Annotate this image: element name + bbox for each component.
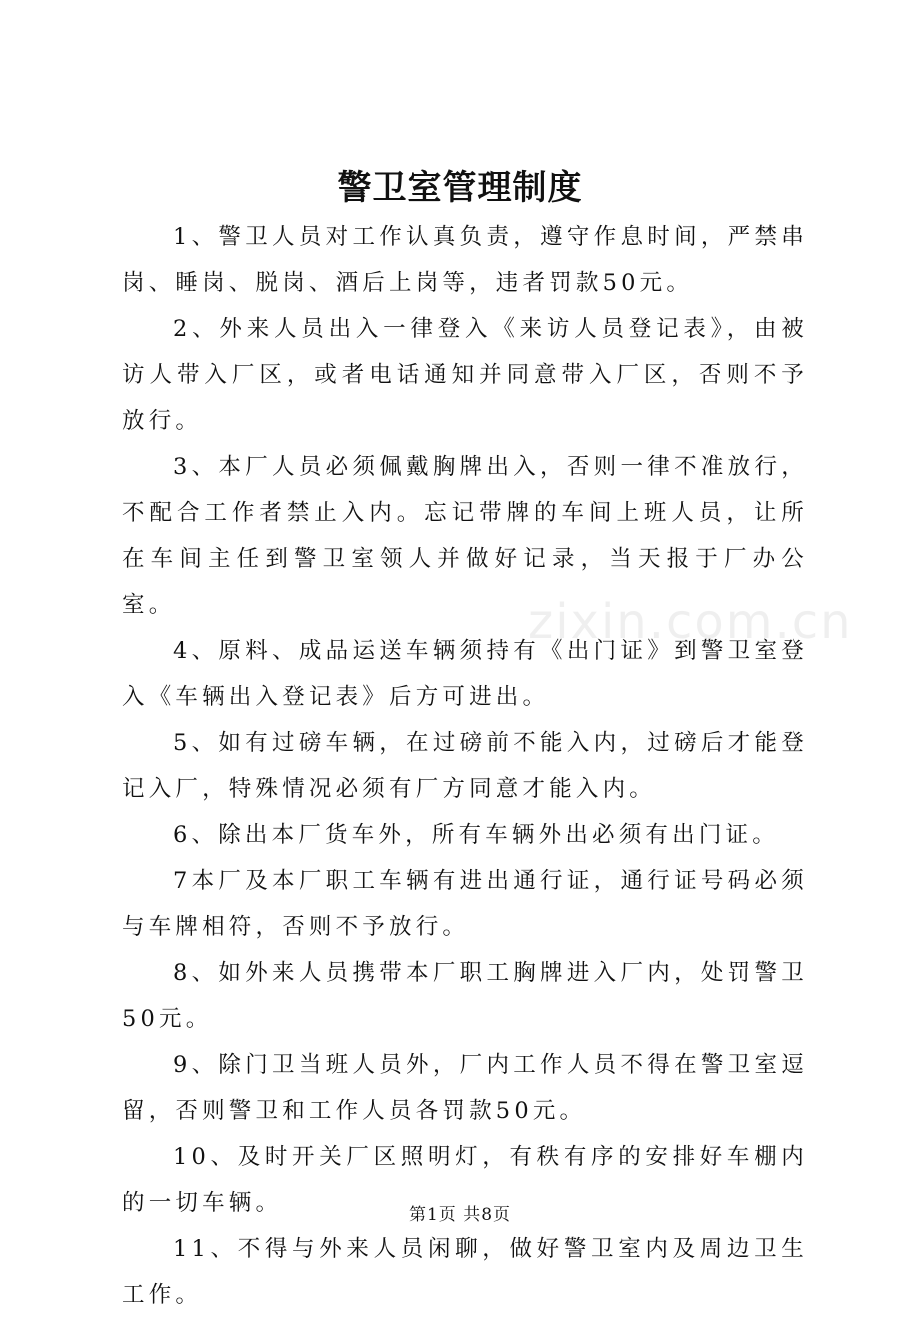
paragraph-11: 11、不得与外来人员闲聊，做好警卫室内及周边卫生工作。	[122, 1236, 808, 1308]
paragraph-4: 4、原料、成品运送车辆须持有《出门证》到警卫室登入《车辆出入登记表》后方可进出。	[122, 638, 808, 710]
paragraph-2: 2、外来人员出入一律登入《来访人员登记表》，由被访人带入厂区，或者电话通知并同意带入厂区，否则不予放行。	[122, 316, 808, 434]
paragraph-9: 9、除门卫当班人员外，厂内工作人员不得在警卫室逗留，否则警卫和工作人员各罚款50元。	[122, 1052, 808, 1124]
paragraph-10: 10、及时开关厂区照明灯，有秩有序的安排好车棚内的一切车辆。	[122, 1144, 808, 1216]
paragraph-8: 8、如外来人员携带本厂职工胸牌进入厂内，处罚警卫50元。	[122, 960, 808, 1032]
paragraph-1: 1、警卫人员对工作认真负责，遵守作息时间，严禁串岗、睡岗、脱岗、酒后上岗等，违者罚款50元。	[122, 224, 808, 296]
paragraph-5: 5、如有过磅车辆，在过磅前不能入内，过磅后才能登记入厂，特殊情况必须有厂方同意才能入内。	[122, 730, 808, 802]
page-number-footer: 第1页 共8页	[408, 1205, 512, 1225]
paragraph-3: 3、本厂人员必须佩戴胸牌出入，否则一律不准放行，不配合工作者禁止入内。忘记带牌的车间上班人员，让所在车间主任到警卫室领人并做好记录，当天报于厂办公室。	[122, 454, 808, 618]
paragraph-7: 7本厂及本厂职工车辆有进出通行证，通行证号码必须与车牌相符，否则不予放行。	[122, 868, 808, 940]
document-title: 警卫室管理制度	[337, 168, 583, 208]
document-body	[122, 214, 808, 1318]
site-watermark: zixin.com.cn	[528, 594, 853, 650]
paragraph-6: 6、除出本厂货车外，所有车辆外出必须有出门证。	[173, 822, 779, 848]
